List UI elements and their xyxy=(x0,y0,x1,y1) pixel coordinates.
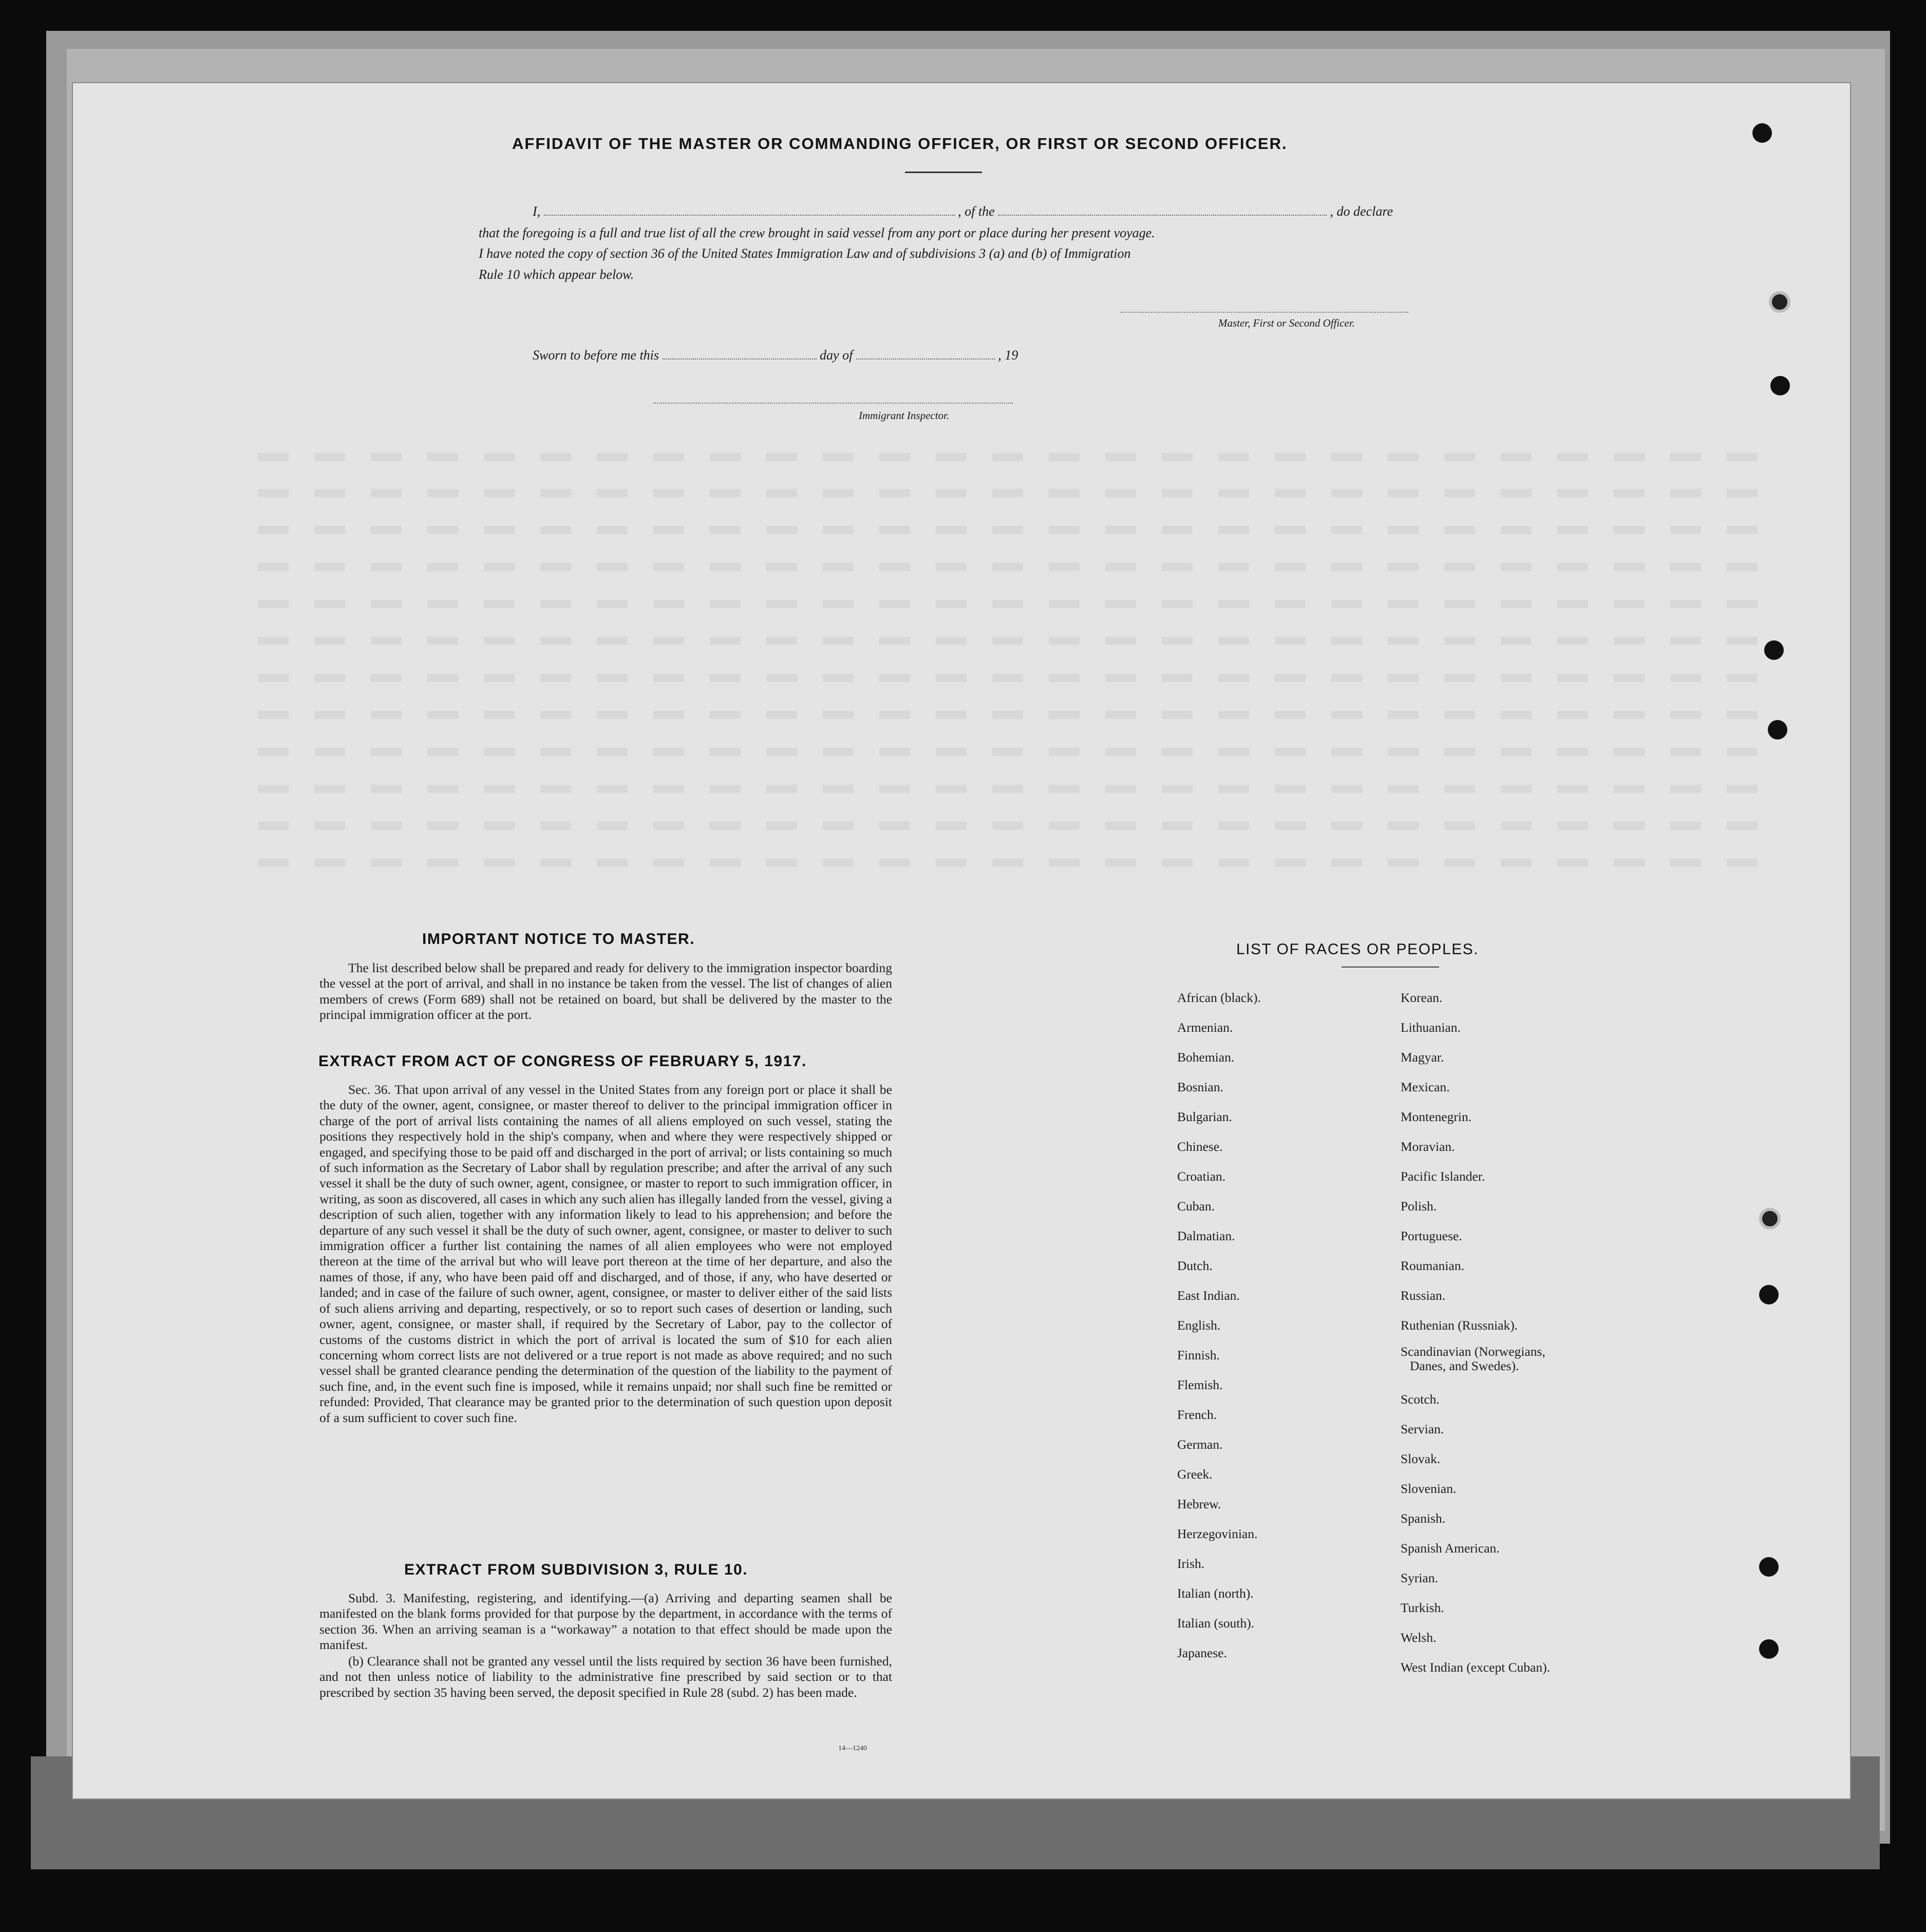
race-item: German. xyxy=(1177,1437,1223,1452)
affidavit-declare-label: , do declare xyxy=(1330,204,1393,219)
race-item: Welsh. xyxy=(1401,1630,1437,1645)
title-underline xyxy=(905,172,982,173)
sworn-month-blank[interactable] xyxy=(856,358,995,359)
binder-hole xyxy=(1752,123,1772,143)
day-of-label: day of xyxy=(820,348,853,363)
race-item: Scotch. xyxy=(1401,1392,1440,1407)
race-item: Syrian. xyxy=(1401,1570,1438,1585)
race-item: Polish. xyxy=(1401,1199,1437,1214)
race-item: Cuban. xyxy=(1177,1199,1215,1214)
race-item: Spanish. xyxy=(1401,1511,1446,1526)
inspector-signature-line[interactable] xyxy=(653,403,1013,404)
race-item: Dutch. xyxy=(1177,1258,1213,1273)
races-right-column xyxy=(1401,983,1550,1682)
name-blank[interactable] xyxy=(544,215,955,216)
notice-text: The list described below shall be prepared and ready for delivery to the immigration inspector boarding the vessel at the port of arrival, and shall in no instance be taken from the vessel. The list of changes of alien members of crews (Form 689) shall not be retained on board, but shall be delivered by the master to the principal immigration officer at the port. xyxy=(319,960,892,1022)
extract-rule-title: EXTRACT FROM SUBDIVISION 3, RULE 10. xyxy=(404,1561,748,1578)
race-item: Bulgarian. xyxy=(1177,1109,1232,1124)
sworn-day-blank[interactable] xyxy=(663,358,817,359)
race-item: Portuguese. xyxy=(1401,1228,1462,1243)
extract-act-title: EXTRACT FROM ACT OF CONGRESS OF FEBRUARY 5, 1917. xyxy=(318,1053,807,1070)
affidavit-line-2: that the foregoing is a full and true list of all the crew brought in said vessel from any port or place during her present voyage. xyxy=(479,225,1155,240)
binder-hole xyxy=(1759,1639,1779,1659)
race-item: Spanish American. xyxy=(1401,1541,1500,1556)
binder-hole xyxy=(1770,376,1790,395)
race-item: Danes, and Swedes). xyxy=(1410,1358,1519,1373)
race-item: Hebrew. xyxy=(1177,1497,1221,1511)
race-item: Chinese. xyxy=(1177,1139,1223,1154)
race-item: English. xyxy=(1177,1318,1221,1333)
form-number: 14—1240 xyxy=(838,1745,867,1752)
sworn-label: Sworn to before me this xyxy=(533,348,659,363)
affidavit-line-4: Rule 10 which appear below. xyxy=(479,267,634,282)
bleed-through-ghost xyxy=(73,83,1850,1798)
race-item: Mexican. xyxy=(1401,1079,1450,1094)
race-item: Irish. xyxy=(1177,1556,1205,1571)
race-item: French. xyxy=(1177,1407,1217,1422)
race-item: Japanese. xyxy=(1177,1645,1227,1660)
race-item: African (black). xyxy=(1177,990,1261,1005)
races-title: LIST OF RACES OR PEOPLES. xyxy=(1236,941,1479,958)
master-signature-line[interactable] xyxy=(1121,312,1408,313)
binder-hole xyxy=(1769,291,1790,313)
race-item: Servian. xyxy=(1401,1422,1444,1436)
race-item: Magyar. xyxy=(1401,1050,1444,1065)
race-item: Russian. xyxy=(1401,1288,1446,1303)
sworn-line xyxy=(533,348,1018,363)
race-item: Italian (south). xyxy=(1177,1616,1255,1631)
race-item: East Indian. xyxy=(1177,1288,1240,1303)
binder-hole xyxy=(1759,1285,1779,1304)
year-label: , 19 xyxy=(998,348,1018,363)
race-item: Roumanian. xyxy=(1401,1258,1464,1273)
race-item: Finnish. xyxy=(1177,1348,1220,1362)
race-item: Bosnian. xyxy=(1177,1079,1223,1094)
race-item: Lithuanian. xyxy=(1401,1020,1461,1035)
inspector-signature-label: Immigrant Inspector. xyxy=(859,409,950,422)
race-item: Armenian. xyxy=(1177,1020,1233,1035)
affidavit-of-the-label: , of the xyxy=(958,204,995,219)
affidavit-line-3: I have noted the copy of section 36 of the United States Immigration Law and of subdivisions 3 (a) and (b) of Immigration xyxy=(479,246,1131,261)
race-item: Bohemian. xyxy=(1177,1050,1235,1065)
affidavit-i-label: I, xyxy=(533,204,541,219)
notice-title: IMPORTANT NOTICE TO MASTER. xyxy=(422,931,695,948)
race-item: Croatian. xyxy=(1177,1169,1226,1184)
race-item: Greek. xyxy=(1177,1467,1213,1482)
race-item: Pacific Islander. xyxy=(1401,1169,1485,1184)
race-item: Korean. xyxy=(1401,990,1443,1005)
binder-hole xyxy=(1764,640,1784,660)
race-item: Turkish. xyxy=(1401,1600,1444,1615)
extract-act-text: Sec. 36. That upon arrival of any vessel in the United States from any foreign port or place it shall be the duty of the owner, agent, consignee, or master thereof to deliver to the principal immigration officer in charge of the port of arrival lists containing the names of all aliens employed on such vessel, stating the positions they respectively hold in the ship's company, when and where they were respectively shipped or engaged, and specifying those to be paid off and discharged in the port of arrival; or lists containing so much of such information as the Secretary of Labor shall by regulation prescribe; and after the arrival of any such vessel it shall be the duty of such owner, agent, consignee, or master to report to such immigration officer, in writing, as soon as discovered, all cases in which any such alien has illegally landed from the vessel, giving a description of such alien, together with any information likely to lead to his apprehension; and before the departure of any such vessel it shall be the duty of such owner, agent, consignee, or master to deliver to such immigration officer a further list containing the names of all alien employees who were not employed thereon at the time of the arrival but who will leave port thereon at the time of her departure, and also the names of those, if any, who have been paid off and discharged, and of those, if any, who have deserted or landed; and in case of the failure of such owner, agent, consignee, or master to deliver either of the said lists of such aliens arriving and departing, respectively, or so to report such cases of desertion or landing, such owner, agent, consignee, or master shall, if required by the Secretary of Labor, pay to the collector of customs of the customs district in which the port of arrival is located the sum of $10 for each alien concerning whom correct lists are not delivered or a true report is not made as above required; and no such vessel shall be granted clearance pending the determination of the question of the liability to the payment of such fine, and, in the event such fine is imposed, while it remains unpaid; nor shall such fine be remitted or refunded: Provided, That clearance may be granted prior to the determination of such question upon deposit of a sum sufficient to cover such fine. xyxy=(319,1082,892,1425)
race-item: Flemish. xyxy=(1177,1377,1223,1392)
races-title-rule xyxy=(1342,967,1439,968)
binder-hole xyxy=(1768,720,1787,740)
race-item: Slovak. xyxy=(1401,1451,1441,1466)
race-item: Italian (north). xyxy=(1177,1586,1254,1601)
extract-rule-para-a: Subd. 3. Manifesting, registering, and identifying.—(a) Arriving and departing seamen shall be manifested on the blank forms provided for that purpose by the department, in accordance with the terms of section 36. When an arriving seaman is a “workaway” a notation to that effect should be made upon the manifest. xyxy=(319,1590,892,1653)
race-item: Montenegrin. xyxy=(1401,1109,1472,1124)
binder-hole xyxy=(1759,1557,1779,1577)
race-item: Slovenian. xyxy=(1401,1481,1457,1496)
race-item: Moravian. xyxy=(1401,1139,1455,1154)
race-item: Ruthenian (Russniak). xyxy=(1401,1318,1518,1333)
race-item: West Indian (except Cuban). xyxy=(1401,1660,1551,1675)
race-item: Scandinavian (Norwegians, xyxy=(1401,1344,1545,1359)
race-item: Dalmatian. xyxy=(1177,1228,1235,1243)
affidavit-title: AFFIDAVIT OF THE MASTER OR COMMANDING OFFICER, OR FIRST OR SECOND OFFICER. xyxy=(512,135,1288,153)
affidavit-line-1 xyxy=(533,204,1393,219)
races-left-column xyxy=(1177,983,1261,1668)
document-page xyxy=(72,82,1851,1800)
race-item: Herzegovinian. xyxy=(1177,1526,1258,1541)
extract-rule-para-b: (b) Clearance shall not be granted any vessel until the lists required by section 36 have been furnished, and not then unless notice of liability to the administrative fine prescribed by said section or to that prescribed by section 35 having been served, the deposit specified in Rule 28 (subd. 2) has been made. xyxy=(319,1654,892,1700)
master-signature-label: Master, First or Second Officer. xyxy=(1218,317,1355,329)
vessel-blank[interactable] xyxy=(998,215,1327,216)
binder-hole xyxy=(1759,1208,1781,1229)
